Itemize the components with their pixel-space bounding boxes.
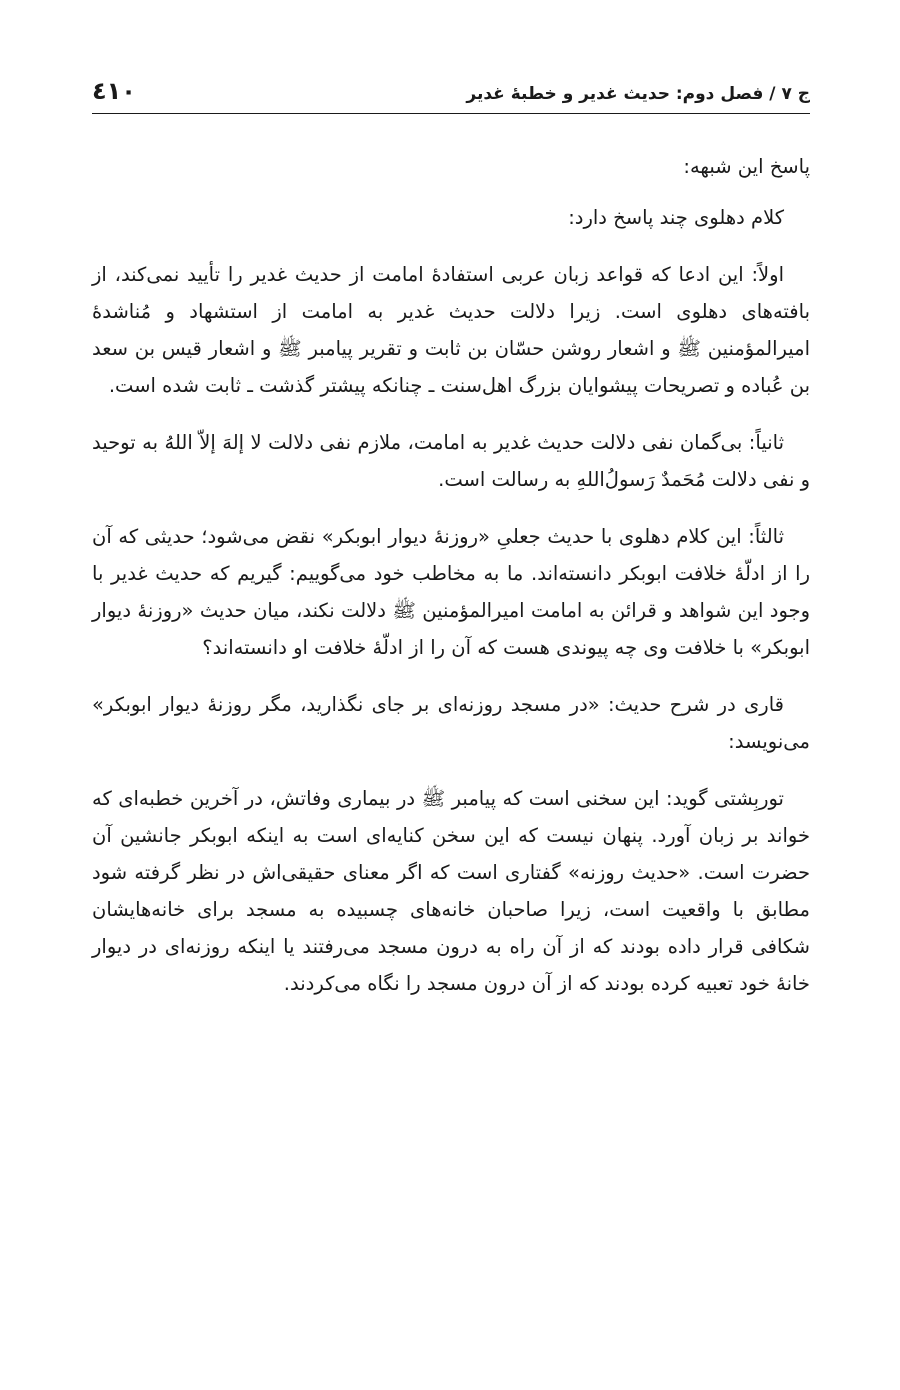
book-page (92, 68, 810, 1022)
paragraph-turbishti-quote: توربِشتی گوید: این سخنی است که پیامبر ﷺ در بیماری وفاتش، در آخرین خطبه‌ای که خواند بر زبان آورد. پنهان نیست که این سخن کنایه‌ای است به اینکه ابوبکر جانشین آن حضرت است. «حدیث روزنه» گفتاری است که اگر معنای حقیقی‌اش در نظر گرفته شود مطابق با واقعیت است، زیرا صاحبان خانه‌های چسبیده به مسجد برای خانه‌هایشان شکافی قرار داده بودند که از آن راه به درون مسجد می‌رفتند یا اینکه روزنه‌ای در دیوار خانهٔ خود تعبیه کرده بودند که از آن درون مسجد را نگاه می‌کردند. (92, 787, 810, 995)
paragraph-second-answer: ثانیاً: بی‌گمان نفی دلالت حدیث غدیر به امامت، ملازم نفی دلالت لا إلهَ إلاّ اللهُ به توحید و نفی دلالت مُحَمدٌ رَسولُ‌اللهِ به رسالت است. (92, 431, 810, 491)
section-heading: پاسخ این شبهه: (683, 155, 810, 178)
running-header (92, 68, 810, 114)
page-number: ٤١٠ (92, 77, 136, 105)
paragraph-third-answer: ثالثاً: این کلام دهلوی با حدیث جعلیِ «روزنهٔ دیوار ابوبکر» نقض می‌شود؛ حدیثی که آن را از ادلّهٔ خلافت ابوبکر دانسته‌اند. ما به مخاطب خود می‌گوییم: گیریم که حدیث غدیر با وجود این شواهد و قرائن به امامت امیرالمؤمنین ﷺ دلالت نکند، میان حدیث «روزنهٔ دیوار ابوبکر» با خلافت وی چه پیوندی هست که آن را از ادلّهٔ خلافت او دانسته‌اند؟ (92, 525, 810, 659)
page-body (92, 148, 810, 1002)
intro-line: کلام دهلوی چند پاسخ دارد: (568, 206, 784, 229)
paragraph-first-answer: اولاً: این ادعا که قواعد زبان عربی استفادهٔ امامت از حدیث غدیر را تأیید نمی‌کند، از بافته‌های دهلوی است. زیرا دلالت حدیث غدیر به امامت از استشهاد و مُناشدهٔ امیرالمؤمنین ﷺ و اشعار روشن حسّان بن ثابت و تقریر پیامبر ﷺ و اشعار قیس بن سعد بن عُباده و تصریحات پیشوایان بزرگ اهل‌سنت ـ چنانکه پیشتر گذشت ـ ثابت شده است. (92, 263, 810, 397)
paragraph-qari-quote: قاری در شرح حدیث: «در مسجد روزنه‌ای بر جای نگذارید، مگر روزنهٔ دیوار ابوبکر» می‌نویسد: (92, 693, 810, 753)
header-title: ج ۷ / فصل دوم: حدیث غدیر و خطبهٔ غدیر (466, 84, 810, 104)
